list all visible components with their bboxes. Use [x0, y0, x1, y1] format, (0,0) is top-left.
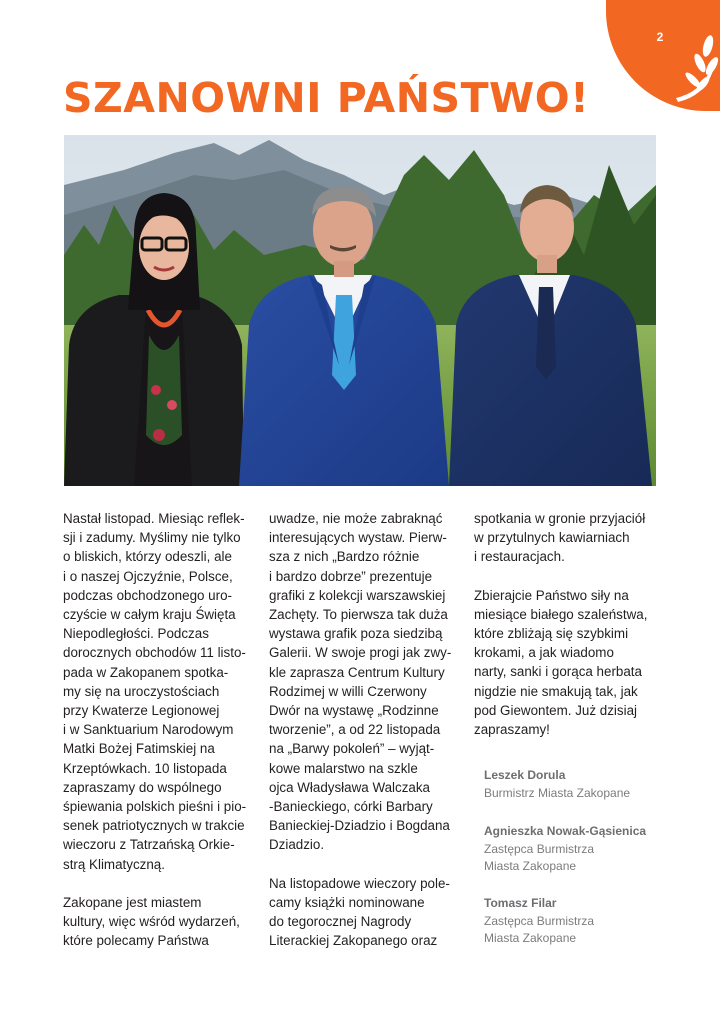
signatory-name: Agnieszka Nowak-Gąsienica: [484, 824, 647, 838]
signatory-role: Zastępca Burmistrza Miasta Zakopane: [484, 913, 595, 945]
signature-block: [484, 823, 674, 876]
paragraph: Zakopane jest miastem kultury, więc wśród wydarzeń, które polecamy Państwa: [63, 894, 240, 949]
text-column-2: [269, 509, 459, 969]
page-heading: SZANOWNI PAŃSTWO!: [63, 74, 590, 122]
group-portrait-photo: [64, 135, 656, 486]
corner-tab: [606, 0, 720, 111]
signatory-name: Leszek Dorula: [484, 768, 566, 782]
text-column-1: [63, 509, 253, 969]
signatory-role: Zastępca Burmistrza Miasta Zakopane: [484, 841, 595, 873]
page-number: 2: [656, 30, 664, 44]
paragraph: spotkania w gronie przyjaciół w przytulnych kawiarniach i restauracjach.: [474, 511, 646, 565]
paragraph: Na listopadowe wieczory pole- camy książki nominowane do tegorocznej Nagrody Literackiej Zakopanego oraz: [269, 875, 450, 949]
paragraph: uwadze, nie może zabraknąć interesujących wystaw. Pierw- sza z nich „Bardzo różnie i bardzo dobrze” prezentuje grafiki z kolekcji warszawskiej Zachęty. To pierwsza tak duża wystawa grafik poza siedzibą Galerii. W swoje progi jak zwy- kle zaprasza Centrum Kultury Rodzimej w willi Czerwony Dwór na wystawę „Rodzinne tworzenie”, a od 22 listopada na „Barwy pokoleń” – wyjąt- kowe malarstwo na szkle ojca Władysława Walczaka -Banieckiego, córki Barbary Banieckiej-Dziadzio i Bogdana Dziadzio.: [269, 511, 452, 853]
signatory-role: Burmistrz Miasta Zakopane: [484, 785, 631, 800]
paragraph: Nastał listopad. Miesiąc reflek- sji i zadumy. Myślimy nie tylko o bliskich, którzy odeszli, ale i o naszej Ojczyźnie, Polsce, podczas obchodzonego uro- czyście w całym kraju Święta Niepodległości. Podczas dorocznych obchodów 11 listo- pada w Zakopanem spotka- my się na uroczystościach przy Kwaterze Legionowej i w Sanktuarium Narodowym Matki Bożej Fatimskiej na Krzeptówkach. 10 listopada zapraszamy do wspólnego śpiewania polskich pieśni i pio- senek patriotycznych w trakcie wieczoru z Tatrzańską Orkie- strą Klimatyczną.: [63, 511, 247, 872]
signatory-name: Tomasz Filar: [484, 896, 557, 910]
paragraph: Zbierajcie Państwo siły na miesiące białego szaleństwa, które zbliżają się szybkimi krokami, a jak wiadomo narty, sanki i gorąca herbata nigdzie nie smakują tak, jak pod Giewontem. Już dzisiaj zapraszamy!: [474, 587, 648, 738]
signature-block: [484, 767, 674, 802]
signature-block: [484, 895, 674, 948]
text-column-3: [474, 509, 664, 758]
